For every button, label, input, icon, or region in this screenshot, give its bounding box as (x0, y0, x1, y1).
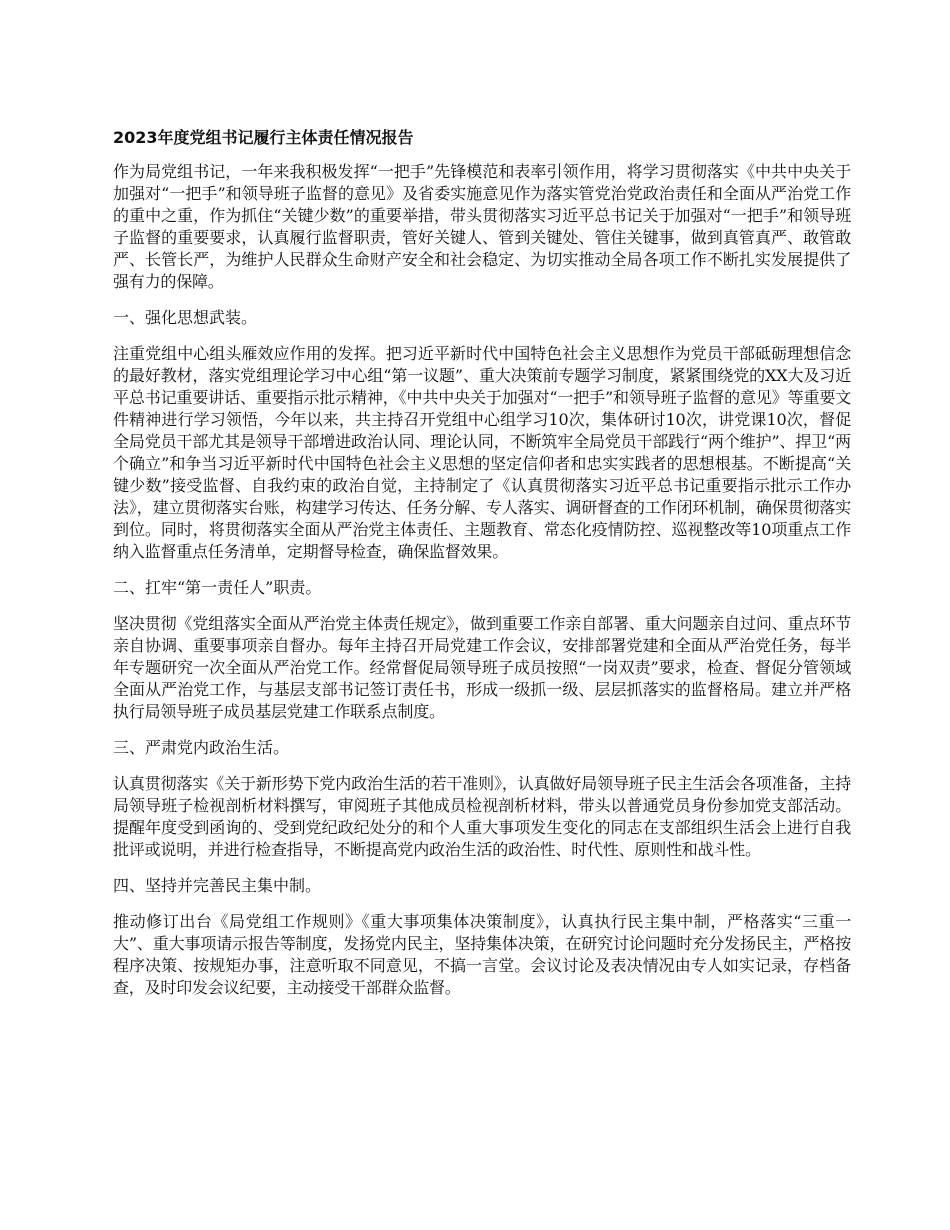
section-body-2: 坚决贯彻《党组落实全面从严治党主体责任规定》，做到重要工作亲自部署、重大问题亲自过问、重点环节亲自协调、重要事项亲自督办。每年主持召开局党建工作会议，安排部署党建和全面从严治党任务，每半年专题研究一次全面从严治党工作。经常督促局领导班子成员按照“一岗双责”要求，检查、督促分管领域全面从严治党工作，与基层支部书记签订责任书，形成一级抓一级、层层抓落实的监督格局。建立并严格执行局领导班子成员基层党建工作联系点制度。 (113, 614, 851, 721)
intro-paragraph: 作为局党组书记，一年来我积极发挥“一把手”先锋模范和表率引领作用，将学习贯彻落实《中共中央关于加强对“一把手”和领导班子监督的意见》及省委实施意见作为落实管党治党政治责任和全面从严治党工作的重中之重，作为抓住“关键少数”的重要举措，带头贯彻落实习近平总书记关于加强对“一把手”和领导班子监督的重要要求，认真履行监督职责，管好关键人、管到关键处、管住关键事，做到真管真严、敢管敢严、长管长严，为维护人民群众生命财产安全和社会稳定、为切实推动全局各项工作不断扎实发展提供了强有力的保障。 (113, 162, 851, 291)
section-heading-1: 一、强化思想武装。 (113, 308, 258, 327)
document-title: 2023年度党组书记履行主体责任情况报告 (113, 128, 414, 147)
section-heading-2: 二、扛牢“第一责任人”职责。 (113, 578, 322, 597)
section-body-3: 认真贯彻落实《关于新形势下党内政治生活的若干准则》，认真做好局领导班子民主生活会各项准备，主持局领导班子检视剖析材料撰写，审阅班子其他成员检视剖析材料，带头以普通党员身份参加党支部活动。提醒年度受到函询的、受到党纪政纪处分的和个人重大事项发生变化的同志在支部组织生活会上进行自我批评或说明，并进行检查指导，不断提高党内政治生活的政治性、时代性、原则性和战斗性。 (113, 774, 851, 859)
section-body-4: 推动修订出台《局党组工作规则》《重大事项集体决策制度》，认真执行民主集中制，严格落实“三重一大”、重大事项请示报告等制度，发扬党内民主，坚持集体决策，在研究讨论问题时充分发扬民主，严格按程序决策、按规矩办事，注意听取不同意见，不搞一言堂。会议讨论及表决情况由专人如实记录，存档备查，及时印发会议纪要，主动接受干部群众监督。 (113, 912, 851, 997)
section-heading-3: 三、严肃党内政治生活。 (113, 738, 290, 757)
section-body-1: 注重党组中心组头雁效应作用的发挥。把习近平新时代中国特色社会主义思想作为党员干部砥砺理想信念的最好教材，落实党组理论学习中心组“第一议题”、重大决策前专题学习制度，紧紧围绕党的XX大及习近平总书记重要讲话、重要指示批示精神，《中共中央关于加强对“一把手”和领导班子监督的意见》等重要文件精神进行学习领悟，今年以来，共主持召开党组中心组学习10次，集体研讨10次，讲党课10次，督促全局党员干部尤其是领导干部增进政治认同、理论认同，不断筑牢全局党员干部践行“两个维护”、捍卫“两个确立”和争当习近平新时代中国特色社会主义思想的坚定信仰者和忠实实践者的思想根基。不断提高“关键少数”接受监督、自我约束的政治自觉，主持制定了《认真贯彻落实习近平总书记重要指示批示工作办法》，建立贯彻落实台账，构建学习传达、任务分解、专人落实、调研督查的工作闭环机制，确保贯彻落实到位。同时，将贯彻落实全面从严治党主体责任、主题教育、常态化疫情防控、巡视整改等10项重点工作纳入监督重点任务清单，定期督导检查，确保监督效果。 (113, 344, 851, 561)
section-heading-4: 四、坚持并完善民主集中制。 (113, 876, 322, 895)
document-page (113, 126, 851, 1013)
